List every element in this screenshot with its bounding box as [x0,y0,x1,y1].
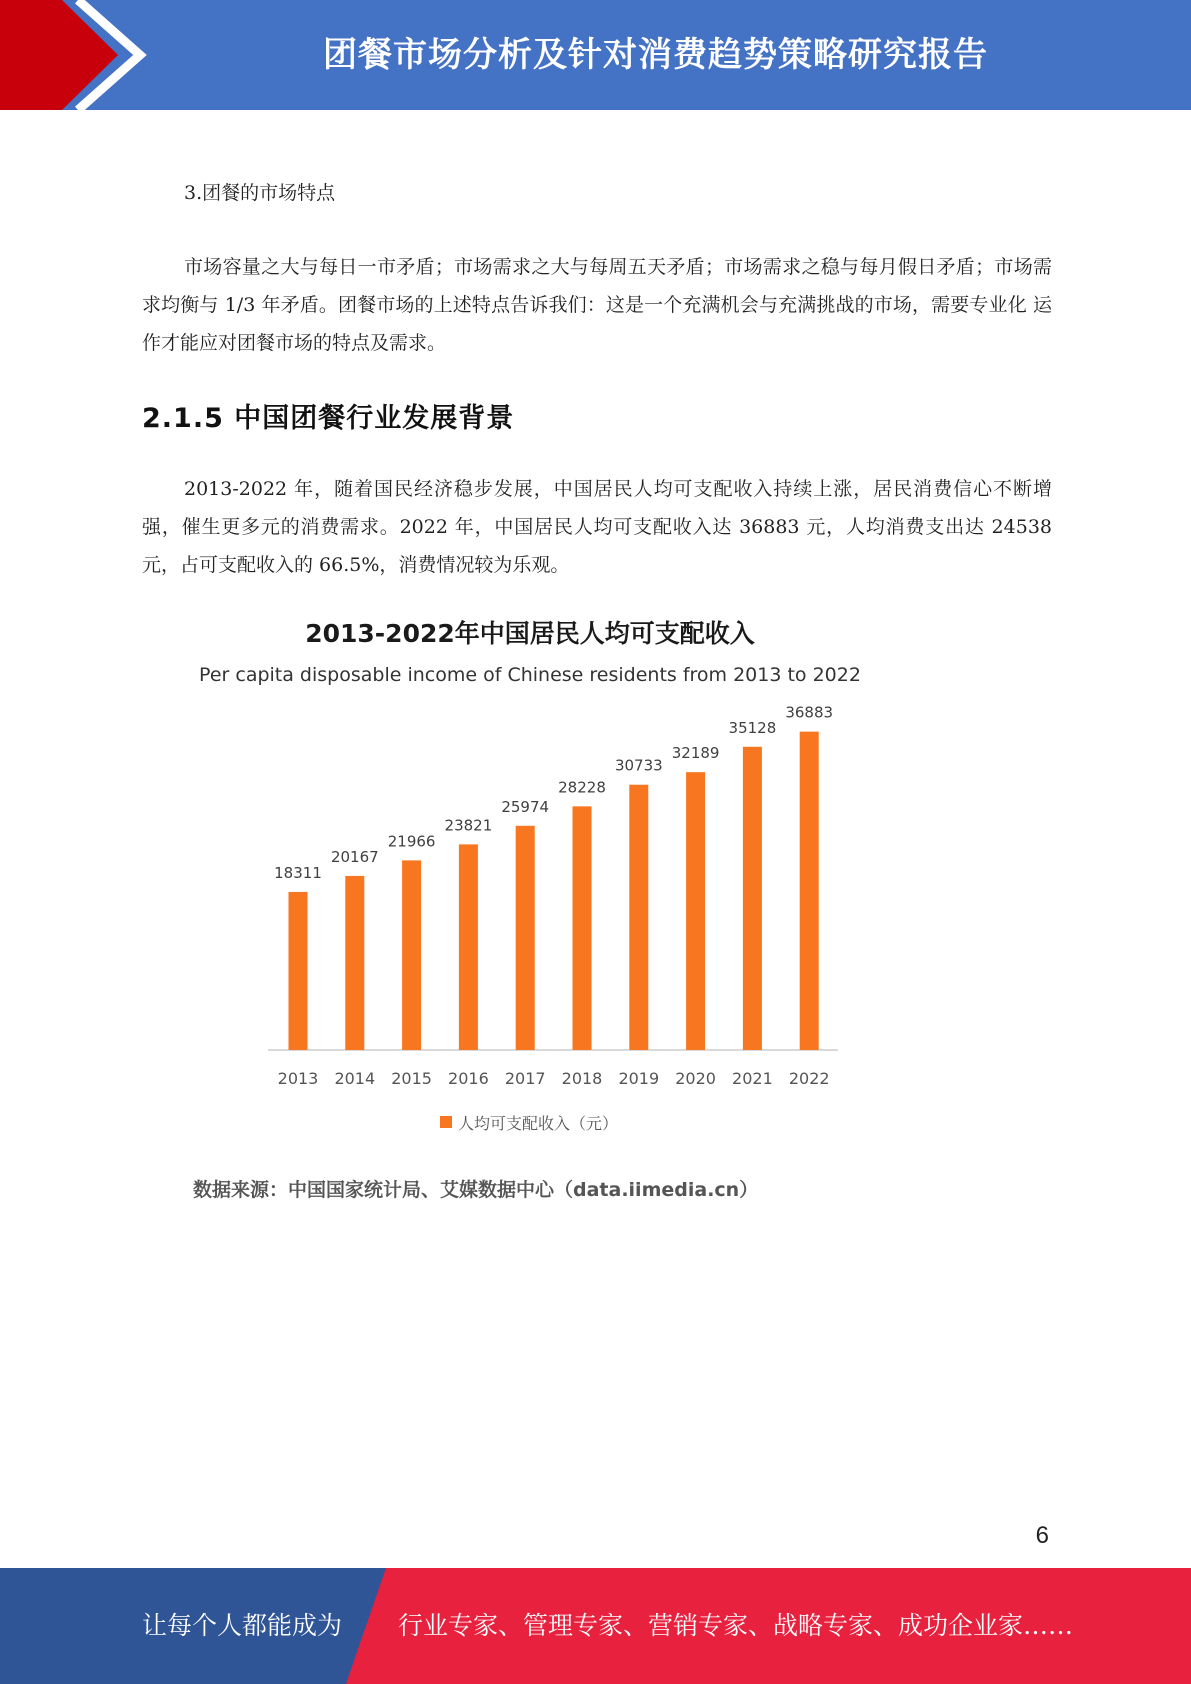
data-label-2022: 36883 [785,703,834,722]
bar-2018 [573,806,592,1050]
data-label-2020: 32189 [671,744,720,763]
bar-2020 [686,772,705,1050]
header-title: 团餐市场分析及针对消费趋势策略研究报告 [323,35,988,75]
legend-swatch [440,1116,452,1128]
x-tick-label-2016: 2016 [448,1069,489,1088]
bar-2019 [629,785,648,1050]
background-paragraph: 2013-2022 年，随着国民经济稳步发展，中国居民人均可支配收入持续上涨，居民消费信心不断增强，催生更多元的消费需求。2022 年，中国居民人均可支配收入达 36883 元，人均消费支出达 24538 元，占可支配收入的 66.5%，消费情况较为乐观。 [142,478,1052,576]
page-number: 6 [1035,1522,1049,1549]
section-heading: 2.1.5 中国团餐行业发展背景 [142,403,515,434]
bar-2013 [289,892,308,1050]
data-label-2018: 28228 [558,778,606,797]
data-source-note: 数据来源：中国国家统计局、艾媒数据中心（data.iimedia.cn） [193,1179,759,1201]
x-tick-label-2021: 2021 [732,1069,773,1088]
data-label-2014: 20167 [330,847,379,866]
x-tick-label-2022: 2022 [788,1069,830,1088]
legend-label: 人均可支配收入（元） [458,1114,619,1133]
x-tick-label-2013: 2013 [277,1069,319,1088]
data-label-2016: 23821 [444,816,493,835]
market-features-paragraph: 市场容量之大与每日一市矛盾；市场需求之大与每周五天矛盾；市场需求之稳与每月假日矛盾；市场需求均衡与 1/3 年矛盾。团餐市场的上述特点告诉我们：这是一个充满机会与充满挑战的市场，需要专业化 运作才能应对团餐市场的特点及需求。 [142,256,1052,354]
x-tick-label-2018: 2018 [561,1069,603,1088]
x-tick-label-2019: 2019 [618,1069,660,1088]
data-label-2013: 18311 [274,863,322,882]
section-label: 3.团餐的市场特点 [184,182,336,204]
bar-2014 [345,876,364,1050]
data-label-2015: 21966 [387,832,436,851]
bar-2017 [516,826,535,1050]
data-label-2017: 25974 [501,797,550,816]
chart-subtitle: Per capita disposable income of Chinese residents from 2013 to 2022 [199,664,861,686]
footer-slogan-left: 让每个人都能成为 [142,1611,343,1640]
x-tick-label-2020: 2020 [675,1069,716,1088]
bar-2022 [800,732,819,1050]
bar-2015 [402,860,421,1050]
chart-title: 2013-2022年中国居民人均可支配收入 [305,619,755,648]
x-tick-label-2015: 2015 [391,1069,432,1088]
footer-slogan-right: 行业专家、管理专家、营销专家、战略专家、成功企业家…… [398,1611,1074,1640]
bar-2016 [459,844,478,1050]
x-tick-label-2014: 2014 [334,1069,376,1088]
bar-2021 [743,747,762,1050]
data-label-2021: 35128 [728,718,777,737]
page-footer [0,1568,1191,1684]
x-tick-label-2017: 2017 [504,1069,546,1088]
data-label-2019: 30733 [614,756,663,775]
